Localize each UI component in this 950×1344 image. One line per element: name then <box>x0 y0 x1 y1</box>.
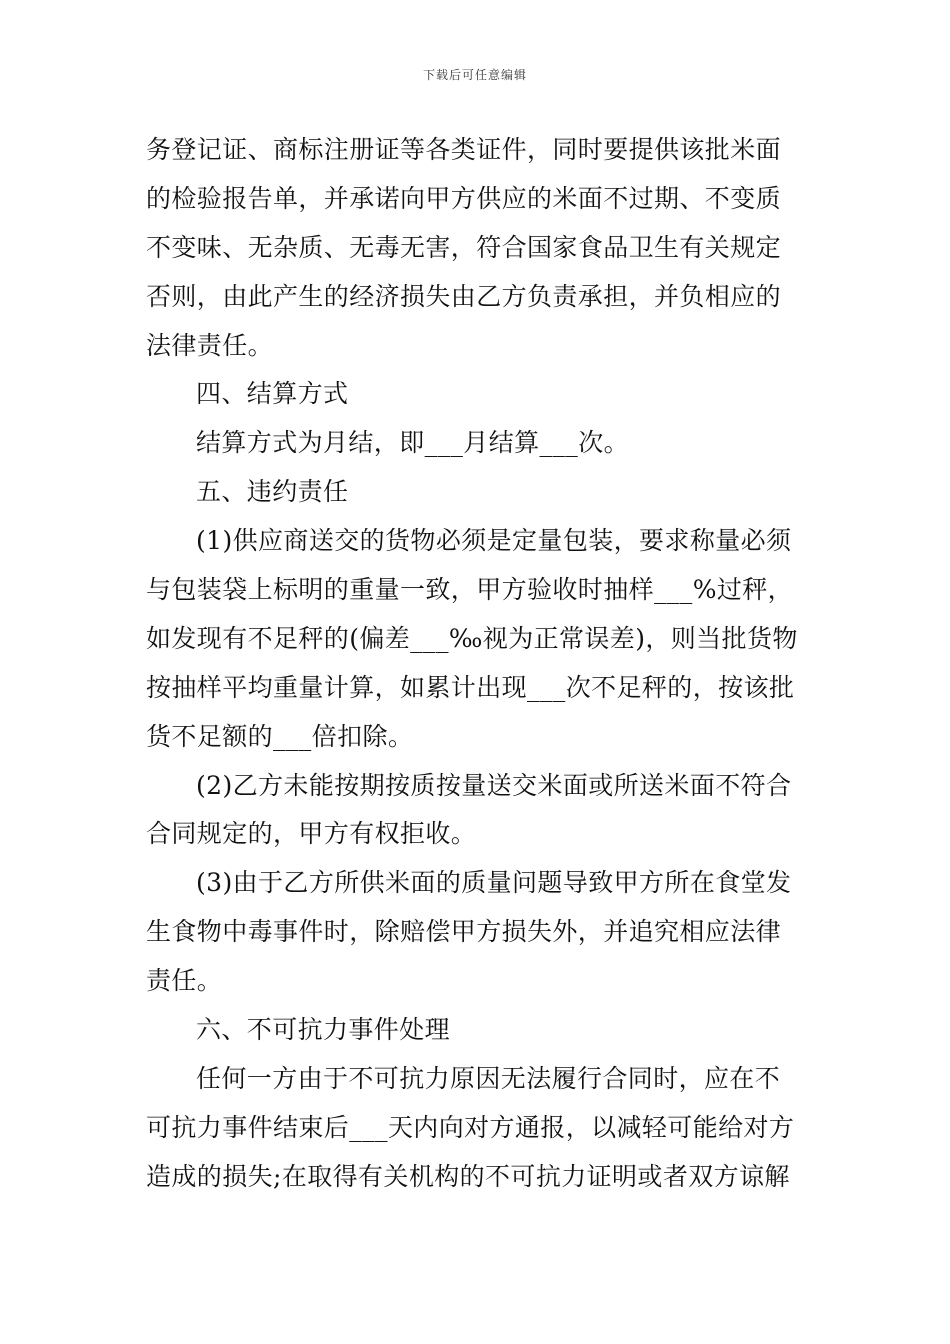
text-line: 按抽样平均重量计算，如累计出现___次不足秤的，按该批 <box>146 672 795 702</box>
text-line: 六、不可抗力事件处理 <box>196 1015 451 1045</box>
text-line: 造成的损失;在取得有关机构的不可抗力证明或者双方谅解 <box>146 1161 790 1191</box>
document-body <box>146 126 810 1202</box>
text-line: (2)乙方未能按期按质按量送交米面或所送米面不符合 <box>196 770 792 800</box>
text-line: 货不足额的___倍扣除。 <box>146 721 414 751</box>
text-line: 法律责任。 <box>146 330 274 360</box>
text-line: 的检验报告单，并承诺向甲方供应的米面不过期、不变质 <box>146 183 782 213</box>
text-line: 责任。 <box>146 966 223 996</box>
text-line: 否则，由此产生的经济损失由乙方负责承担，并负相应的 <box>146 281 782 311</box>
text-line: 不变味、无杂质、无毒无害，符合国家食品卫生有关规定 <box>146 232 782 262</box>
text-line: 任何一方由于不可抗力原因无法履行合同时，应在不 <box>196 1063 781 1093</box>
text-line: 可抗力事件结束后___天内向对方通报，以减轻可能给对方 <box>146 1112 795 1142</box>
text-line: 五、违约责任 <box>196 477 349 507</box>
text-line: (3)由于乙方所供米面的质量问题导致甲方所在食堂发 <box>196 868 792 898</box>
page-header: 下载后可任意编辑 <box>422 68 527 82</box>
text-line: 与包装袋上标明的重量一致，甲方验收时抽样___%过秤， <box>146 575 794 605</box>
text-line: 合同规定的，甲方有权拒收。 <box>146 819 477 849</box>
text-line: 四、结算方式 <box>196 379 349 409</box>
text-line: 如发现有不足秤的(偏差___‰视为正常误差)，则当批货物 <box>146 623 798 653</box>
text-line: 结算方式为月结，即___月结算___次。 <box>196 428 630 458</box>
text-line: 生食物中毒事件时，除赔偿甲方损失外，并追究相应法律 <box>146 917 782 947</box>
text-line: (1)供应商送交的货物必须是定量包装，要求称量必须 <box>196 526 792 556</box>
text-line: 务登记证、商标注册证等各类证件，同时要提供该批米面 <box>146 135 782 164</box>
